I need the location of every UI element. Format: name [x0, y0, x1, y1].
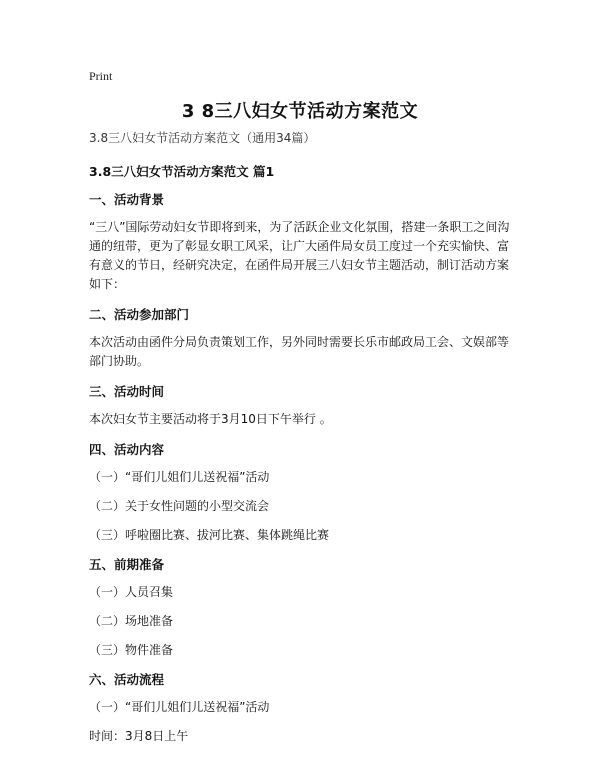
section-heading-content: 四、活动内容 [89, 442, 165, 457]
section-heading-time: 三、活动时间 [89, 384, 165, 399]
section-heading-background: 一、活动背景 [89, 192, 165, 207]
section-text-background: “三八”国际劳动妇女节即将到来，为了活跃企业文化氛围，搭建一条职工之间沟通的纽带，更为了彰显女职工风采，让广大函件局女员工度过一个充实愉快、富有意义的节日，经研究决定，在函件局开展三八妇女节主题活动，制订活动方案如下： [89, 220, 510, 291]
list-item: （一）“哥们儿姐们儿送祝福”活动 [89, 700, 270, 714]
process-time-line: 时间：3月8日上午 [89, 729, 189, 743]
section-heading-departments: 二、活动参加部门 [89, 307, 190, 322]
section-text-departments: 本次活动由函件分局负责策划工作，另外同时需要长乐市邮政局工会、文娱部等部门协助。 [89, 335, 510, 368]
list-item: （二）场地准备 [89, 614, 174, 628]
document-title: 3 8三八妇女节活动方案范文 [181, 101, 419, 122]
document-body [89, 129, 519, 756]
list-item: （一）人员召集 [89, 585, 174, 599]
article-heading: 3.8三八妇女节活动方案范文 篇1 [89, 164, 275, 179]
section-heading-preparation: 五、前期准备 [89, 557, 165, 572]
print-label: Print [89, 69, 113, 83]
section-heading-process: 六、活动流程 [89, 672, 165, 687]
section-text-time: 本次妇女节主要活动将于3月10日下午举行 。 [89, 412, 332, 426]
list-item: （三）呼啦圈比赛、拔河比赛、集体跳绳比赛 [89, 528, 330, 542]
list-item: （三）物件准备 [89, 643, 174, 657]
list-item: （一）“哥们儿姐们儿送祝福”活动 [89, 470, 270, 484]
document-subtitle: 3.8三八妇女节活动方案范文（通用34篇） [89, 131, 316, 145]
list-item: （二）关于女性问题的小型交流会 [89, 499, 270, 513]
